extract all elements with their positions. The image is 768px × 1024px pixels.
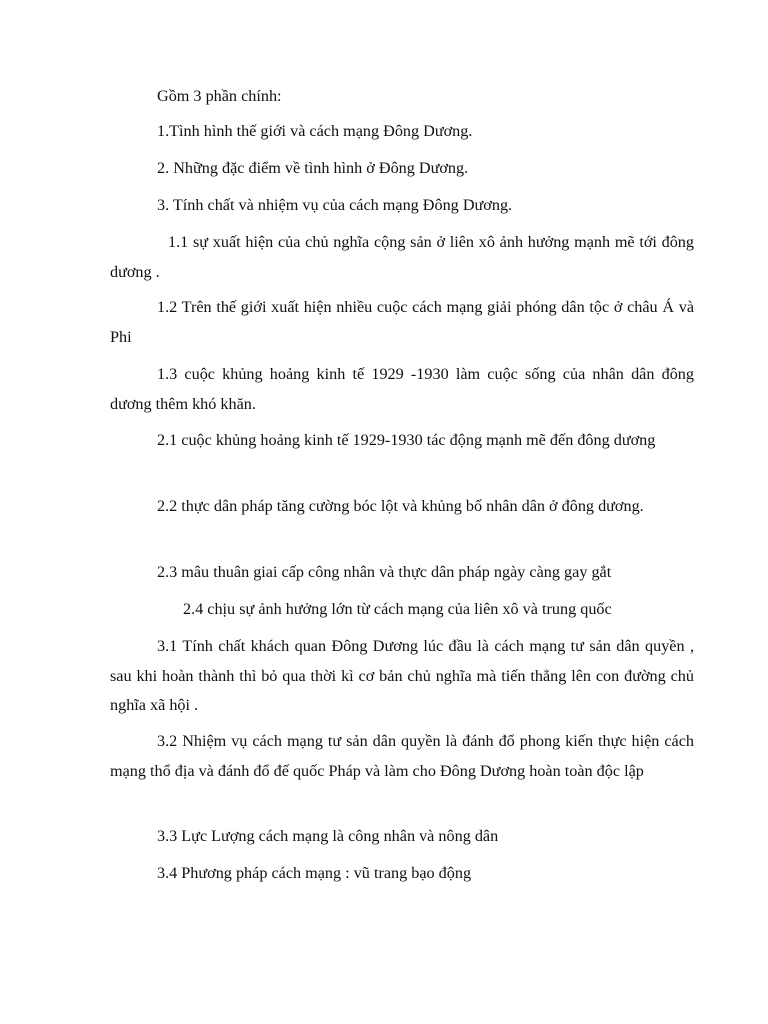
item-1-2: 1.2 Trên thế giới xuất hiện nhiều cuộc cách mạng giải phóng dân tộc ở châu Á và Phi <box>110 298 694 346</box>
item-2-1: 2.1 cuộc khủng hoảng kinh tế 1929-1930 tác động mạnh mẽ đến đông dương <box>157 431 656 449</box>
part-2-title: 2. Những đặc điểm về tình hình ở Đông Dương. <box>157 159 469 177</box>
item-3-4: 3.4 Phương pháp cách mạng : vũ trang bạo động <box>157 864 472 882</box>
item-1-1: 1.1 sự xuất hiện của chủ nghĩa cộng sản ở liên xô ảnh hưởng mạnh mẽ tới đông dương . <box>110 233 694 281</box>
item-3-2: 3.2 Nhiệm vụ cách mạng tư sản dân quyền là đánh đổ phong kiến thực hiện cách mạng thổ địa và đánh đổ đế quốc Pháp và làm cho Đông Dương hoàn toàn độc lập <box>110 732 694 780</box>
item-2-2: 2.2 thực dân pháp tăng cường bóc lột và khủng bố nhân dân ở đông dương. <box>157 497 644 515</box>
item-2-3: 2.3 mâu thuân giai cấp công nhân và thực dân pháp ngày càng gay gắt <box>157 563 612 581</box>
item-3-3: 3.3 Lực Lượng cách mạng là công nhân và nông dân <box>157 827 499 845</box>
part-1-title: 1.Tình hình thế giới và cách mạng Đông Dương. <box>157 122 473 140</box>
intro-line: Gồm 3 phần chính: <box>157 87 282 105</box>
item-1-3: 1.3 cuộc khủng hoảng kinh tế 1929 -1930 làm cuộc sống của nhân dân đông dương thêm khó khăn. <box>110 365 694 413</box>
item-3-1: 3.1 Tính chất khách quan Đông Dương lúc đầu là cách mạng tư sản dân quyền , sau khi hoàn thành thì bỏ qua thời kì cơ bản chủ nghĩa mà tiến thẳng lên con đường chủ nghĩa xã hội . <box>110 637 694 714</box>
item-2-4: 2.4 chịu sự ảnh hưởng lớn từ cách mạng của liên xô và trung quốc <box>183 600 612 618</box>
part-3-title: 3. Tính chất và nhiệm vụ của cách mạng Đông Dương. <box>157 196 513 214</box>
